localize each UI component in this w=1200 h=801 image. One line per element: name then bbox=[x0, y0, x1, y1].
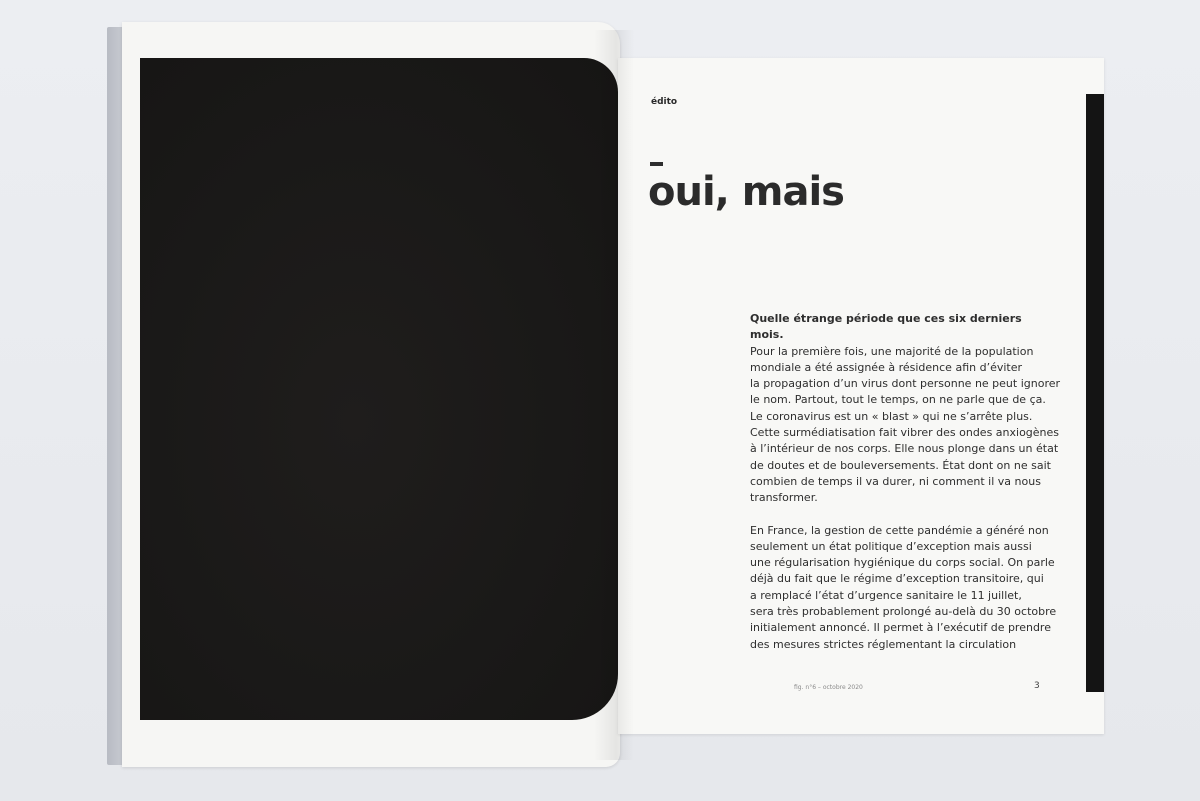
body-line: mondiale a été assignée à résidence afin d’éviter bbox=[750, 360, 1023, 374]
body-line: des mesures strictes réglementant la circulation bbox=[750, 637, 1017, 651]
left-page-black-area bbox=[140, 58, 618, 720]
body-line: une régularisation hygiénique du corps social. On parle bbox=[750, 556, 1055, 570]
body-line: la propagation d’un virus dont personne ne peut ignorer bbox=[750, 377, 1061, 391]
body-line: initialement annoncé. Il permet à l’exécutif de prendre bbox=[750, 621, 1051, 635]
footer-issue-info: fig. n°6 – octobre 2020 bbox=[794, 684, 863, 691]
body-line: Pour la première fois, une majorité de la population bbox=[750, 344, 1034, 358]
body-line: sera très probablement prolongé au-delà du 30 octobre bbox=[750, 605, 1057, 619]
body-line: a remplacé l’état d’urgence sanitaire le 11 juillet, bbox=[750, 588, 1022, 602]
page-title: oui, mais bbox=[648, 169, 844, 215]
body-line: le nom. Partout, tout le temps, on ne parle que de ça. bbox=[750, 393, 1046, 407]
right-page-accent-bar bbox=[1086, 94, 1104, 692]
lead-sentence: Quelle étrange période que ces six derniers mois. bbox=[750, 312, 1022, 342]
editorial-body bbox=[750, 311, 1061, 653]
body-line: Le coronavirus est un « blast » qui ne s’arrête plus. bbox=[750, 409, 1033, 423]
body-line: transformer. bbox=[750, 491, 818, 505]
section-label: édito bbox=[651, 97, 678, 107]
body-line: Cette surmédiatisation fait vibrer des ondes anxiogènes bbox=[750, 426, 1060, 440]
body-line: à l’intérieur de nos corps. Elle nous plonge dans un état bbox=[750, 442, 1059, 456]
page-number: 3 bbox=[1034, 681, 1040, 691]
body-line: En France, la gestion de cette pandémie a généré non bbox=[750, 523, 1049, 537]
body-line: seulement un état politique d’exception mais aussi bbox=[750, 539, 1032, 553]
body-line: de doutes et de bouleversements. État dont on ne sait bbox=[750, 458, 1051, 472]
paragraph-gap bbox=[750, 507, 1040, 523]
body-line: déjà du fait que le régime d’exception transitoire, qui bbox=[750, 572, 1044, 586]
body-line: combien de temps il va durer, ni comment il va nous bbox=[750, 474, 1041, 488]
